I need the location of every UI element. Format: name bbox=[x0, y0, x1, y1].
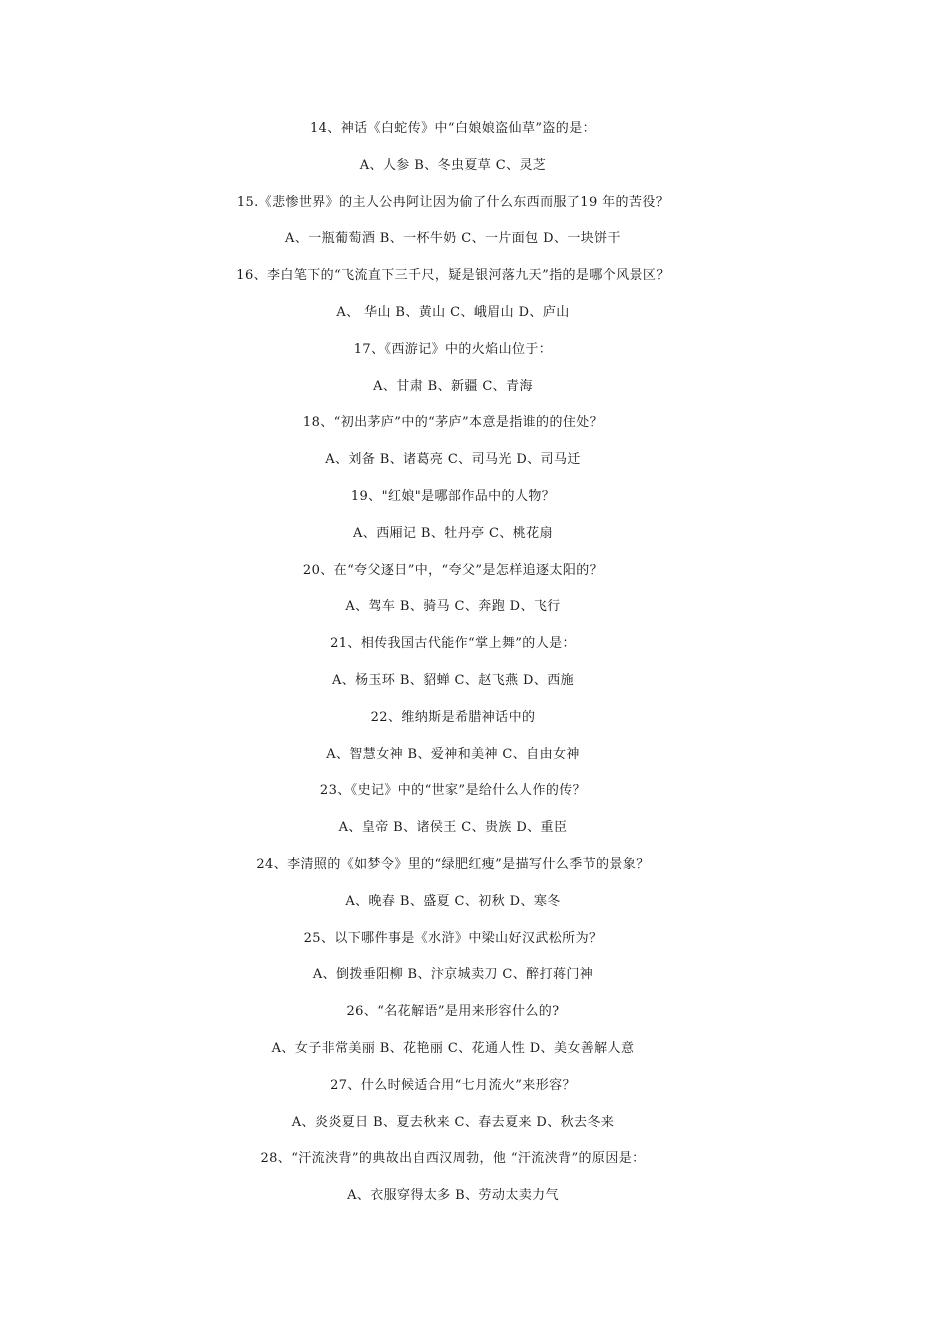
question-27: 27、什么时候适合用“七月流火”来形容？ bbox=[330, 1077, 576, 1093]
question-25: 25、以下哪件事是《水浒》中梁山好汉武松所为？ bbox=[303, 930, 603, 946]
options-23: A、皇帝 B、诸侯王 C、贵族 D、重臣 bbox=[338, 820, 568, 836]
options-24: A、晚春 B、盛夏 C、初秋 D、寒冬 bbox=[345, 893, 561, 909]
question-23: 23、《史记》中的“世家”是给什么人作的传？ bbox=[319, 783, 587, 799]
options-28: A、衣服穿得太多 B、劳动太卖力气 bbox=[347, 1188, 559, 1204]
question-17: 17、《西游记》中的火焰山位于： bbox=[353, 341, 553, 357]
options-17: A、甘肃 B、新疆 C、青海 bbox=[373, 378, 533, 394]
question-24: 24、李清照的《如梦令》里的“绿肥红瘦”是描写什么季节的景象？ bbox=[256, 856, 650, 872]
options-20: A、驾车 B、骑马 C、奔跑 D、飞行 bbox=[345, 599, 561, 615]
options-21: A、杨玉环 B、貂蝉 C、赵飞燕 D、西施 bbox=[331, 672, 575, 688]
options-22: A、智慧女神 B、爱神和美神 C、自由女神 bbox=[326, 746, 580, 762]
question-26: 26、“名花解语”是用来形容什么的? bbox=[346, 1004, 560, 1020]
question-21: 21、相传我国古代能作“掌上舞”的人是： bbox=[330, 636, 576, 652]
options-25: A、倒拨垂阳柳 B、汴京城卖刀 C、醉打蒋门神 bbox=[312, 967, 594, 983]
question-16: 16、李白笔下的“飞流直下三千尺，疑是银河落九天”指的是哪个风景区？ bbox=[236, 268, 670, 284]
question-list bbox=[0, 118, 950, 1222]
options-18: A、刘备 B、诸葛亮 C、司马光 D、司马迁 bbox=[325, 452, 581, 468]
question-14: 14、神话《白蛇传》中“白娘娘盗仙草”盗的是： bbox=[309, 121, 597, 136]
options-15: A、一瓶葡萄酒 B、一杯牛奶 C、一片面包 D、一块饼干 bbox=[285, 231, 621, 247]
options-19: A、西厢记 B、牡丹亭 C、桃花扇 bbox=[353, 525, 553, 541]
question-20: 20、在“夸父逐日”中，“夸父”是怎样追逐太阳的？ bbox=[302, 562, 604, 578]
options-26: A、女子非常美丽 B、花艳丽 C、花通人性 D、美女善解人意 bbox=[271, 1040, 635, 1056]
options-27: A、炎炎夏日 B、夏去秋来 C、春去夏来 D、秋去冬来 bbox=[291, 1114, 615, 1130]
question-18: 18、“初出茅庐”中的“茅庐”本意是指谁的的住处？ bbox=[302, 415, 604, 431]
options-16: A、 华山 B、黄山 C、峨眉山 D、庐山 bbox=[336, 304, 570, 320]
question-15: 15.《悲惨世界》的主人公冉阿让因为偷了什么东西而服了19 年的苦役？ bbox=[236, 194, 670, 210]
options-14: A、人参 B、冬虫夏草 C、灵芝 bbox=[359, 157, 547, 173]
question-22: 22、维纳斯是希腊神话中的 bbox=[370, 709, 536, 725]
question-28: 28、“汗流浃背”的典故出自西汉周勃，他 “汗流浃背”的原因是： bbox=[260, 1151, 646, 1167]
question-19: 19、"红娘"是哪部作品中的人物？ bbox=[350, 488, 556, 504]
